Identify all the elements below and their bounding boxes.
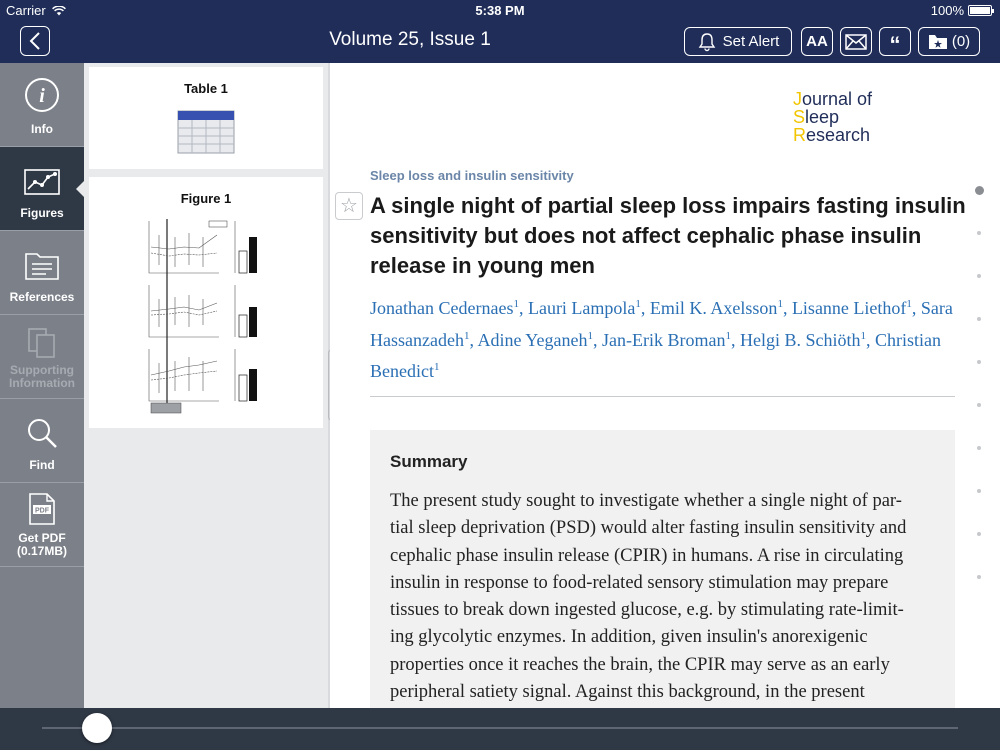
scrubber-knob[interactable]	[82, 713, 112, 743]
affiliation-marker: 1	[725, 329, 731, 342]
saved-count: (0)	[951, 33, 971, 50]
sidebar-item-label: Supporting Information	[9, 363, 75, 390]
saved-articles-button[interactable]	[918, 27, 980, 56]
summary-line: tissues to break down ingested glucose, e.g. by stimulating rate-limit-	[390, 600, 904, 621]
pdf-icon	[0, 493, 84, 529]
sidebar-item-supporting-information[interactable]	[0, 315, 84, 399]
summary-line: The present study sought to investigate whether a single night of par-	[390, 491, 902, 511]
author-link[interactable]: Christian Benedict$^1$	[370, 329, 941, 381]
summary-text	[390, 488, 938, 706]
sidebar-item-label: Find	[29, 458, 55, 472]
summary-line: properties once it reaches the brain, the CPIR may serve as an early	[390, 654, 890, 675]
envelope-icon	[845, 34, 867, 50]
sidebar-item-label: Get PDF (0.17MB)	[16, 531, 67, 558]
section-label: Sleep loss and insulin sensitivity	[370, 168, 574, 183]
summary-line: insulin in response to food-related sensory stimulation may prepare	[390, 572, 889, 593]
favorite-button[interactable]	[335, 192, 363, 220]
logo-line-3: esearch	[806, 125, 871, 145]
battery-icon	[968, 5, 992, 16]
search-icon	[0, 417, 84, 453]
page-dot[interactable]	[977, 489, 981, 493]
author-link[interactable]: Adine Yeganeh$^1$	[477, 329, 593, 350]
page-dot[interactable]	[977, 317, 981, 321]
author-link[interactable]: Jonathan Cedernaes$^1$	[370, 298, 519, 318]
divider	[370, 396, 955, 397]
summary-line: ing glycolytic enzymes. In addition, given insulin's anorexigenic	[390, 627, 868, 648]
logo-line: Journal of	[793, 89, 873, 109]
figure-preview-image	[139, 215, 279, 415]
page-dot[interactable]	[977, 532, 981, 536]
table-title: Table 1	[184, 81, 228, 96]
author-link[interactable]: Jan-Erik Broman$^1$	[601, 329, 731, 350]
sidebar-item-figures[interactable]	[0, 147, 84, 231]
bell-icon	[697, 32, 717, 52]
text-size-button[interactable]	[801, 27, 833, 56]
logo-line-2: leep	[805, 107, 840, 127]
sidebar-item-find[interactable]	[0, 399, 84, 483]
affiliation-marker: 1	[777, 298, 783, 310]
author-list: Jonathan Cedernaes$^1$, Lauri Lampola$^1$, Emil K. Axelsson$^1$, Lisanne Liethof$^1$, Sara Hassanzadeh$^1$, Adine Yeganeh$^1$, Jan-Erik Broman$^1$, Helgi B. Schiöth$^1$, Christian Benedict$^1$	[370, 298, 953, 381]
page-dot[interactable]	[977, 575, 981, 579]
article-title: A single night of partial sleep loss impairs fasting insulin sensitivity but does not affect cephalic phase insulin release in young men	[370, 193, 966, 278]
page-dot[interactable]	[977, 231, 981, 235]
sidebar-item-get-pdf[interactable]	[0, 483, 84, 567]
author-link[interactable]: Lauri Lampola$^1$	[527, 298, 641, 318]
table-icon	[177, 110, 235, 154]
affiliation-marker: 1	[587, 329, 593, 342]
logo-line: Research	[793, 125, 871, 145]
set-alert-label: Set Alert	[722, 33, 780, 50]
author-link[interactable]: Sara Hassanzadeh$^1$	[370, 298, 953, 350]
set-alert-button[interactable]	[684, 27, 792, 56]
logo-line: Sleep	[793, 107, 840, 127]
article-view	[330, 63, 1000, 708]
info-icon	[0, 77, 84, 113]
author-link[interactable]: Lisanne Liethof$^1$	[791, 298, 912, 318]
sidebar-item-references[interactable]	[0, 231, 84, 315]
svg-text:i: i	[39, 85, 45, 107]
clock: 5:38 PM	[475, 3, 525, 18]
references-icon	[0, 251, 84, 287]
affiliation-marker: 1	[635, 298, 641, 310]
affiliation-marker: 1	[513, 298, 519, 310]
affiliation-marker: 1	[860, 329, 866, 342]
sidebar-item-info[interactable]	[0, 63, 84, 147]
folder-star-icon	[928, 33, 948, 51]
sidebar-item-label: Info	[31, 122, 53, 136]
page-dot[interactable]	[977, 446, 981, 450]
summary-line: cephalic phase insulin release (CPIR) in humans. A rise in circulating	[390, 545, 904, 566]
page-dot[interactable]	[977, 274, 981, 278]
email-button[interactable]	[840, 27, 872, 56]
author-link[interactable]: Helgi B. Schiöth$^1$	[739, 329, 866, 350]
battery-indicator	[931, 3, 992, 18]
status-bar	[0, 0, 1000, 20]
sidebar-item-label: Figures	[20, 206, 64, 220]
sidebar	[0, 63, 84, 708]
text-size-label: AA	[806, 33, 828, 50]
star-icon: ☆	[340, 195, 358, 217]
page-dot[interactable]	[977, 360, 981, 364]
bottom-toolbar	[0, 708, 1000, 750]
summary-heading: Summary	[390, 452, 468, 471]
copy-icon	[0, 327, 84, 363]
summary-line: tial sleep deprivation (PSD) would alter fasting insulin sensitivity and	[390, 518, 907, 539]
affiliation-marker: 1	[463, 329, 470, 342]
issue-title: Volume 25, Issue 1	[329, 29, 491, 50]
figure-thumbnail[interactable]	[89, 177, 323, 428]
svg-text:PDF: PDF	[35, 507, 49, 515]
summary-section	[370, 430, 955, 708]
table-thumbnail[interactable]	[89, 67, 323, 169]
sidebar-item-label: References	[9, 290, 75, 304]
carrier-text: Carrier	[6, 3, 46, 18]
battery-percent: 100%	[930, 3, 964, 18]
chart-icon	[0, 169, 84, 205]
cite-button[interactable]	[879, 27, 911, 56]
page-dot[interactable]	[975, 186, 984, 195]
affiliation-marker: 1	[906, 298, 912, 310]
navigation-bar	[0, 20, 1000, 63]
figures-panel	[84, 63, 328, 708]
summary-line: peripheral satiety signal. Against this background, in the present	[390, 682, 865, 703]
journal-logo	[793, 90, 872, 144]
page-dot[interactable]	[977, 403, 981, 407]
figure-title: Figure 1	[180, 191, 232, 206]
author-link[interactable]: Emil K. Axelsson$^1$	[649, 298, 783, 318]
quote-icon: “	[889, 31, 901, 57]
affiliation-marker: 1	[433, 361, 440, 373]
scrubber-track[interactable]	[42, 727, 958, 729]
logo-line-1: ournal of	[802, 89, 873, 109]
